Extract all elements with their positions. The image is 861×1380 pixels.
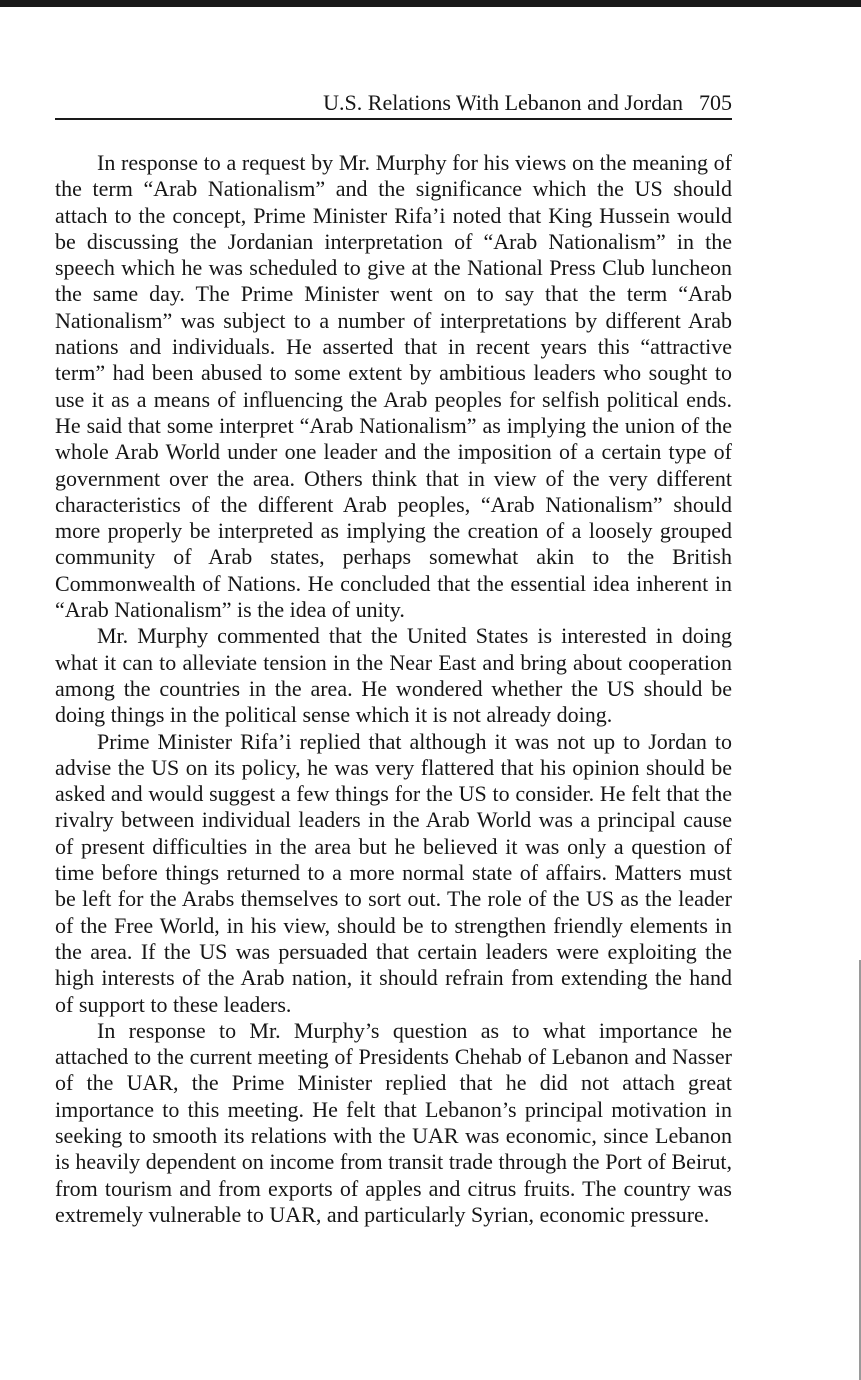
paragraph-chehab-nasser-meeting: In response to Mr. Murphy’s question as to what importance he attached to the current meeting of Presidents Chehab of Lebanon and Nasser of the UAR, the Prime Minister replied that he did not attach great importance to this meeting. He felt that Lebanon’s principal motivation in seeking to smooth its relations with the UAR was economic, since Lebanon is heavily dependent on income from transit trade through the Port of Beirut, from tourism and from exports of apples and citrus fruits. The country was extremely vulnerable to UAR, and particularly Syrian, economic pressure. [55,1017,732,1227]
body-text [55,150,732,1228]
paragraph-rifai-reply: Prime Minister Rifa’i replied that although it was not up to Jordan to advise the US on its policy, he was very flattered that his opinion should be asked and would suggest a few things for the US to consider. He felt that the rivalry between individual leaders in the Arab World was a principal cause of present difficulties in the area but he believed it was only a question of time before things returned to a more normal state of affairs. Matters must be left for the Arabs themselves to sort out. The role of the US as the leader of the Free World, in his view, should be to strengthen friendly elements in the area. If the US was persuaded that certain leaders were exploiting the high interests of the Arab nation, it should refrain from extending the hand of support to these leaders. [55,728,732,1017]
scan-top-edge [0,0,861,7]
running-title: U.S. Relations With Lebanon and Jordan [323,90,683,115]
paragraph-arab-nationalism: In response to a request by Mr. Murphy for his views on the meaning of the term “Arab Nationalism” and the significance which the US should attach to the concept, Prime Minister Rifa’i noted that King Hussein would be discussing the Jordanian interpretation of “Arab Nationalism” in the speech which he was scheduled to give at the National Press Club luncheon the same day. The Prime Minister went on to say that the term “Arab Nationalism” was subject to a number of interpretations by different Arab nations and individuals. He asserted that in recent years this “attractive term” had been abused to some extent by ambitious leaders who sought to use it as a means of influencing the Arab peoples for selfish political ends. He said that some interpret “Arab Nationalism” as implying the union of the whole Arab World under one leader and the imposition of a certain type of government over the area. Others think that in view of the very different characteristics of the different Arab peoples, “Arab Nationalism” should more properly be interpreted as implying the creation of a loosely grouped community of Arab states, perhaps somewhat akin to the British Commonwealth of Nations. He concluded that the essential idea inherent in “Arab Nationalism” is the idea of unity. [55,150,732,623]
running-header [55,88,732,120]
document-page [55,88,732,1228]
running-header-text [323,88,732,118]
page-number: 705 [699,90,732,115]
paragraph-murphy-comment: Mr. Murphy commented that the United States is interested in doing what it can to alleviate tension in the Near East and bring about cooperation among the countries in the area. He wondered whether the US should be doing things in the political sense which it is not already doing. [55,623,732,728]
